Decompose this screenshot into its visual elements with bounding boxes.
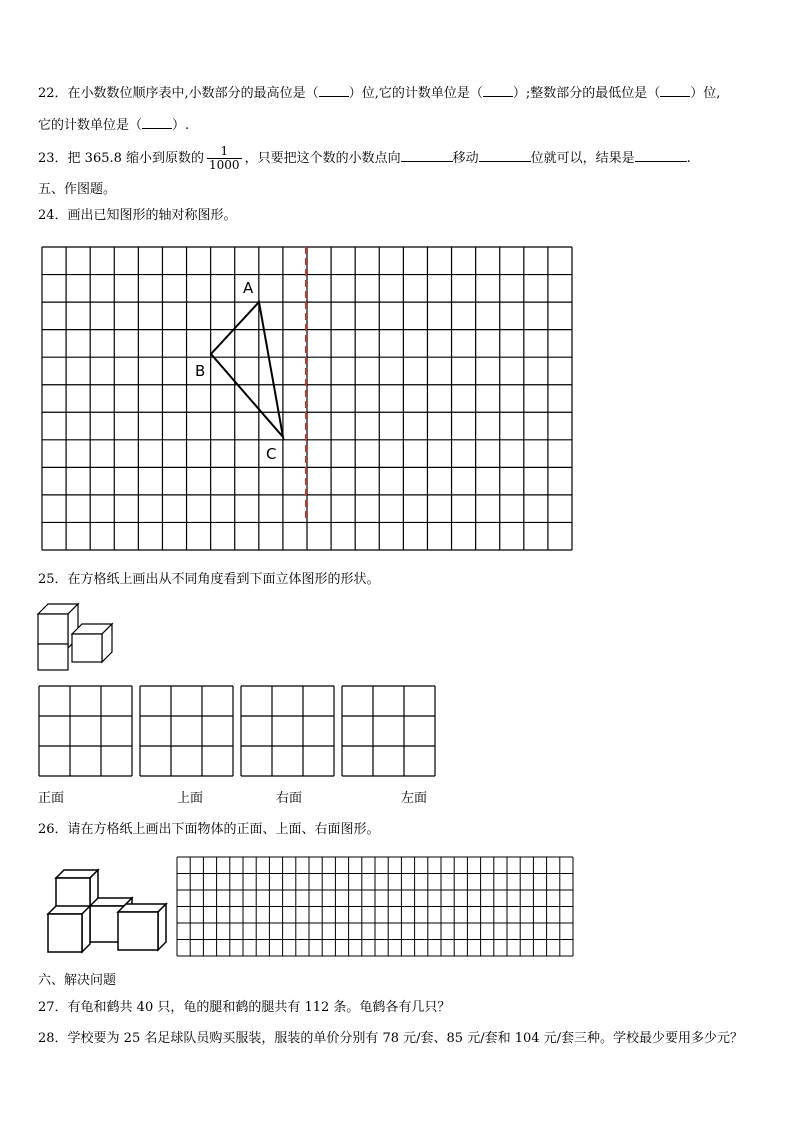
view-label-left: 左面 — [401, 791, 428, 806]
question-27: 27．有龟和鹤共 40 只，龟的腿和鹤的腿共有 112 条。龟鹤各有几只？ — [38, 1000, 451, 1015]
view-label-top: 上面 — [177, 791, 204, 806]
view-label-front: 正面 — [38, 791, 65, 806]
question-22-line1: 22．在小数数位顺序表中,小数部分的最高位是（ ）位,它的计数单位是（ ）;整数部分的最低位是（ ）位, — [38, 86, 721, 101]
section-heading-6: 六、解决问题 — [38, 973, 117, 988]
question-28: 28．学校要为 25 名足球队员购买服装，服装的单价分别有 78 元/套、85 元/套和 104 元/套三种。学校最少要用多少元？ — [38, 1031, 744, 1046]
point-label-c: C — [266, 445, 277, 463]
fraction: $\frac{1}{1000}$ — [209, 144, 240, 172]
question-26: 26．请在方格纸上画出下面物体的正面、上面、右面图形。 — [38, 822, 380, 837]
question-25: 25．在方格纸上画出从不同角度看到下面立体图形的形状。 — [38, 572, 380, 587]
point-label-a: A — [243, 279, 254, 297]
question-23: 23．把 365.8 缩小到原数的 $\frac{1}{1000}$ ，只要把这个数的小数点向 移动 位就可以，结果是 . — [38, 144, 691, 172]
view-label-right: 右面 — [276, 791, 303, 806]
section-heading-5: 五、作图题。 — [38, 182, 117, 197]
question-22-line2: 它的计数单位是（ ）. — [38, 118, 190, 133]
question-24: 24．画出已知图形的轴对称图形。 — [38, 208, 237, 223]
point-label-b: B — [195, 362, 206, 380]
